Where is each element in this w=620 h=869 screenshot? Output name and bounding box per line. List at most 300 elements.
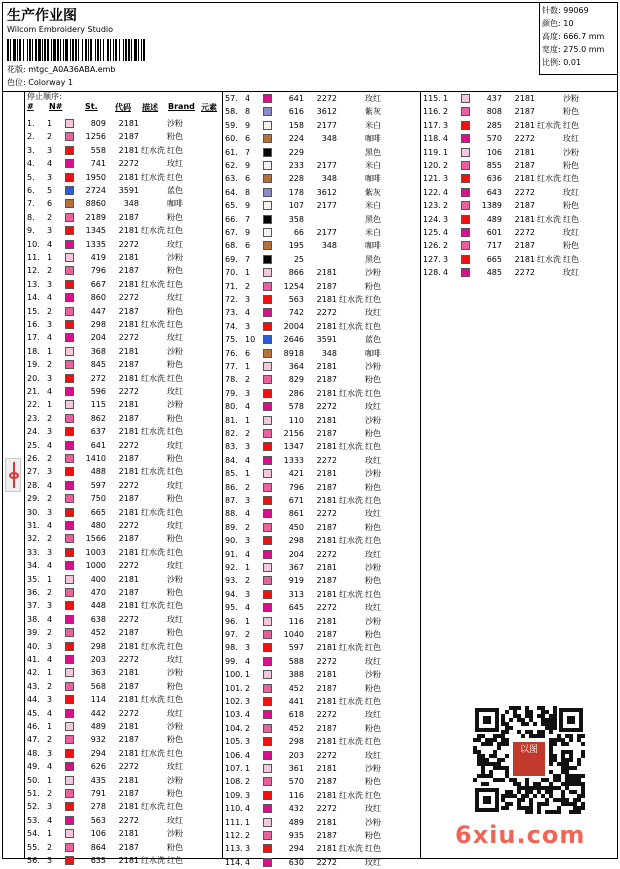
colorway-line [7,77,73,88]
thread-code: 2187 [316,375,337,385]
table-row [25,412,221,425]
needle-number: 4 [443,228,449,237]
row-index: 114. [225,857,243,867]
row-index: 88. [225,509,238,519]
stitch-count: 641 [90,440,106,450]
needle-number: 4 [47,762,53,772]
thread-code: 2187 [118,413,139,423]
stitch-count: 8918 [283,348,304,358]
color-swatch [65,400,74,409]
thread-code: 3612 [316,187,337,197]
needle-number: 3 [245,790,251,800]
thread-code: 2181 [316,817,337,827]
thread-code: 2187 [118,132,139,142]
color-name: 粉色 [167,306,183,316]
table-row [25,492,221,505]
thread-code: 2181 [118,253,139,262]
thread-code: 2272 [514,268,535,278]
qr-module [581,734,585,738]
table-row [421,146,617,159]
thread-description: 红水洗 [141,427,165,437]
color-name: 红色 [365,496,381,505]
thread-code: 2272 [316,402,337,412]
row-index: 120. [423,161,441,170]
thread-code: 2181 [316,536,337,546]
stitch-count: 665 [486,254,502,264]
thread-code: 2187 [514,241,535,251]
qr-module [581,806,585,810]
table-row [25,372,221,385]
needle-number: 9 [245,161,251,170]
row-index: 2. [27,132,35,142]
color-name: 红色 [167,279,183,289]
table-row [25,653,221,666]
stitch-count: 578 [288,402,304,412]
thread-code: 2187 [118,681,139,691]
thread-code: 2187 [118,306,139,316]
table-row [223,159,419,172]
color-swatch [65,789,74,798]
stitch-count: 750 [90,494,106,504]
color-swatch [65,534,74,543]
thread-code: 2181 [316,268,337,278]
needle-number: 3 [47,547,53,557]
thread-code: 2272 [118,614,139,624]
table-row [25,251,221,264]
row-index: 86. [225,482,238,492]
table-row [25,331,221,344]
stop-sequence-column-2 [223,91,421,867]
row-index: 75. [225,335,238,345]
thread-code: 2181 [514,94,535,103]
stitch-count: 741 [90,159,106,169]
stitch-count: 450 [288,522,304,532]
color-name: 咖啡 [365,174,381,184]
needle-number: 1 [245,563,251,572]
stitch-count: 452 [288,683,304,693]
thread-code: 2181 [316,643,337,653]
thread-code: 2181 [316,844,337,854]
stitch-count: 626 [90,762,106,772]
color-name: 玫红 [365,549,381,559]
row-index: 8. [27,212,35,222]
thread-code: 2187 [316,482,337,492]
stitch-count: 114 [90,695,106,705]
qr-module [501,778,505,782]
color-name: 红色 [167,320,183,329]
row-index: 22. [27,400,40,410]
color-swatch [65,441,74,450]
thread-code: 348 [123,199,139,209]
needle-number: 1 [245,764,251,773]
row-index: 81. [225,415,238,425]
table-row [223,615,419,628]
color-swatch [263,764,272,773]
thread-description: 红水洗 [141,547,165,557]
row-index: 60. [225,134,238,144]
thread-description: 红水洗 [339,844,363,854]
thread-code: 2181 [118,547,139,557]
row-index: 36. [27,588,40,597]
qr-module [569,758,573,762]
needle-number: 2 [245,723,251,733]
row-index: 107. [225,764,243,773]
stitch-count: 563 [288,295,304,304]
stitch-count: 667 [90,279,106,289]
row-index: 126. [423,241,441,251]
row-index: 104. [225,723,243,733]
stitch-count: 110 [288,415,304,425]
thread-code: 2187 [118,494,139,504]
table-row [421,172,617,185]
color-swatch [263,107,272,116]
row-index: 116. [423,107,441,117]
needle-number: 4 [245,857,251,867]
thread-code: 2187 [514,161,535,170]
table-row [223,628,419,641]
row-index: 10. [27,239,40,249]
stitch-count: 229 [288,147,304,157]
color-swatch [263,710,272,719]
stitch-count: 2646 [283,335,304,345]
color-name: 玫红 [365,656,381,666]
color-swatch [65,668,74,677]
needle-number: 4 [47,440,53,450]
row-index: 64. [225,187,238,197]
color-name: 玫红 [167,655,183,664]
table-row [223,708,419,721]
row-index: 109. [225,790,243,800]
needle-number: 1 [47,400,53,410]
thread-code: 2181 [118,172,139,182]
row-index: 74. [225,321,238,331]
color-swatch [65,588,74,597]
table-row [25,439,221,452]
needle-number: 4 [47,480,53,490]
color-swatch [263,255,272,264]
color-name: 玫红 [167,521,183,530]
row-index: 48. [27,748,40,758]
qr-module [537,810,541,814]
stitch-count: 2724 [85,186,106,195]
needle-number: 2 [47,789,53,798]
stitch-count: 178 [288,187,304,197]
thread-description: 红水洗 [339,589,363,599]
color-name: 玫红 [167,614,183,624]
thread-description: 红水洗 [339,388,363,398]
color-name: 红色 [167,748,183,758]
table-row [25,197,221,210]
stitch-count: 866 [288,268,304,278]
color-name: 沙粉 [167,400,183,410]
table-row [25,465,221,478]
thread-code: 2181 [118,400,139,410]
thread-code: 2272 [316,308,337,318]
color-name: 沙粉 [167,722,183,731]
needle-number: 2 [47,588,53,597]
color-swatch [461,201,470,210]
thread-code: 2181 [118,279,139,289]
stitch-count: 665 [90,507,106,517]
row-index: 106. [225,750,243,760]
thread-description: 红水洗 [339,442,363,452]
table-row [421,199,617,212]
color-swatch [65,481,74,490]
stitch-count: 645 [288,603,304,613]
thread-code: 2187 [118,842,139,852]
thread-code: 2181 [316,697,337,706]
thread-code: 2272 [514,228,535,237]
thread-code: 2181 [118,373,139,383]
needle-number: 3 [443,120,449,130]
color-swatch [461,268,470,277]
thread-description: 红水洗 [141,320,165,329]
color-swatch [65,414,74,423]
stat-label: 宽度: [542,45,561,54]
thread-description: 红水洗 [141,145,165,155]
stat-height [542,30,615,43]
color-name: 红色 [563,254,579,264]
qr-module [489,742,493,746]
table-row [223,373,419,386]
thread-code: 2181 [118,320,139,329]
thread-code: 2187 [316,683,337,693]
color-swatch [65,802,74,811]
thread-code: 2181 [316,764,337,773]
table-row [223,280,419,293]
row-index: 41. [27,655,40,664]
row-index: 21. [27,387,40,396]
table-row [421,92,617,105]
table-row [25,264,221,277]
stitch-count: 636 [486,174,502,184]
color-swatch [263,416,272,425]
stitch-count: 597 [288,643,304,653]
thread-code: 2181 [118,802,139,812]
header [3,3,617,92]
qr-module [505,806,509,810]
stitch-count: 298 [90,320,106,329]
table-row [25,841,221,854]
color-swatch [263,509,272,518]
color-name: 玫红 [563,134,579,144]
qr-module [581,754,585,758]
thread-description: 红水洗 [537,174,561,184]
row-index: 50. [27,775,40,785]
needle-number: 7 [245,214,251,224]
thread-code: 2177 [316,201,337,211]
stitch-count: 363 [90,668,106,678]
table-row [223,682,419,695]
needle-number: 4 [245,402,251,412]
color-name: 红色 [167,427,183,437]
row-index: 14. [27,293,40,303]
color-name: 玫红 [167,293,183,303]
thread-description: 红水洗 [141,748,165,758]
color-swatch [65,454,74,463]
thread-code: 2181 [316,616,337,626]
table-row [223,494,419,507]
needle-number: 2 [47,413,53,423]
table-row [25,238,221,251]
stitch-count: 298 [90,641,106,651]
thread-code: 2177 [316,120,337,130]
table-row [421,159,617,172]
thread-description: 红水洗 [141,172,165,182]
document-page [2,2,618,867]
color-name: 沙粉 [365,764,381,773]
qr-module [525,722,529,726]
color-swatch [263,777,272,786]
qr-module [473,778,477,782]
table-row [223,226,419,239]
color-name: 红色 [365,442,381,452]
color-name: 粉色 [167,735,183,745]
row-index: 69. [225,254,238,264]
color-swatch [65,494,74,503]
row-index: 110. [225,804,243,814]
color-name: 玫红 [563,268,579,278]
thread-code: 2272 [118,762,139,772]
needle-number: 2 [443,161,449,170]
qr-module [581,742,585,746]
table-row [25,211,221,224]
needle-number: 3 [47,641,53,651]
needle-number: 2 [47,534,53,544]
color-name: 黑色 [365,214,381,224]
stitch-count: 437 [486,94,502,103]
row-index: 68. [225,241,238,251]
stitch-count: 106 [486,147,502,157]
thread-code: 2272 [118,159,139,169]
needle-number: 5 [47,186,53,195]
qr-module [529,810,533,814]
row-index: 45. [27,708,40,718]
needle-number: 4 [47,655,53,664]
thread-code: 2181 [316,442,337,452]
color-name: 红色 [365,589,381,599]
thread-code: 348 [321,174,337,184]
color-name: 沙粉 [167,253,183,262]
thread-description: 红水洗 [339,496,363,505]
stitch-count: 388 [288,670,304,680]
needle-number: 3 [47,320,53,329]
color-swatch [263,496,272,505]
row-index: 113. [225,844,243,854]
needle-number: 1 [47,829,53,839]
thread-code: 2272 [316,804,337,814]
thread-code: 2272 [514,134,535,144]
needle-number: 2 [47,212,53,222]
row-index: 53. [27,815,40,825]
table-row [223,695,419,708]
color-swatch [65,159,74,168]
row-index: 3. [27,145,35,155]
qr-module [581,774,585,778]
table-row [25,358,221,371]
needle-number: 4 [245,750,251,760]
color-name: 红色 [167,145,183,155]
needle-number: 2 [245,522,251,532]
thread-code: 2187 [118,212,139,222]
color-name: 粉色 [365,723,381,733]
qr-module [569,738,573,742]
needle-number: 4 [47,159,53,169]
row-index: 29. [27,494,40,504]
table-row [25,425,221,438]
color-swatch [263,429,272,438]
thread-code: 2181 [316,388,337,398]
table-row [223,548,419,561]
thread-code: 2181 [118,226,139,236]
color-name: 粉色 [167,789,183,798]
stitch-count: 1345 [85,226,106,236]
color-swatch [263,818,272,827]
thread-description: 红水洗 [141,373,165,383]
thread-description: 红水洗 [537,254,561,264]
color-swatch [65,843,74,852]
color-swatch [461,174,470,183]
color-name: 玫红 [365,710,381,720]
qr-module [505,742,509,746]
needle-number: 2 [47,454,53,463]
qr-module [505,710,509,714]
color-swatch [461,188,470,197]
row-index: 26. [27,454,40,463]
stitch-count: 862 [90,413,106,423]
header-brand: Brand [168,102,195,111]
color-name: 米白 [365,161,381,170]
needle-number: 1 [47,668,53,678]
color-name: 玫红 [167,440,183,450]
table-row [421,186,617,199]
needle-number: 2 [245,777,251,787]
color-name: 红色 [167,856,183,865]
color-name: 红色 [365,295,381,304]
color-swatch [263,643,272,652]
table-row [25,640,221,653]
row-index: 94. [225,589,238,599]
needle-number: 3 [47,373,53,383]
color-name: 玫红 [563,228,579,237]
thread-code: 2187 [316,576,337,586]
needle-number: 3 [443,254,449,264]
color-swatch [263,684,272,693]
stitch-count: 115 [90,400,106,410]
stat-colors [542,17,615,30]
color-name: 粉色 [365,429,381,438]
needle-number: 2 [47,266,53,276]
color-swatch [263,858,272,867]
color-swatch [263,295,272,304]
row-index: 12. [27,266,40,276]
qr-module [553,726,557,730]
row-index: 43. [27,681,40,691]
thread-description: 红水洗 [339,790,363,800]
row-index: 47. [27,735,40,745]
color-name: 红色 [167,601,183,611]
color-swatch [65,280,74,289]
needle-number: 3 [245,295,251,304]
color-name: 粉色 [167,413,183,423]
table-row [223,172,419,185]
table-row [421,253,617,266]
color-swatch [65,735,74,744]
table-row [25,305,221,318]
thread-description: 红水洗 [339,321,363,331]
color-swatch [263,402,272,411]
color-name: 红色 [167,373,183,383]
